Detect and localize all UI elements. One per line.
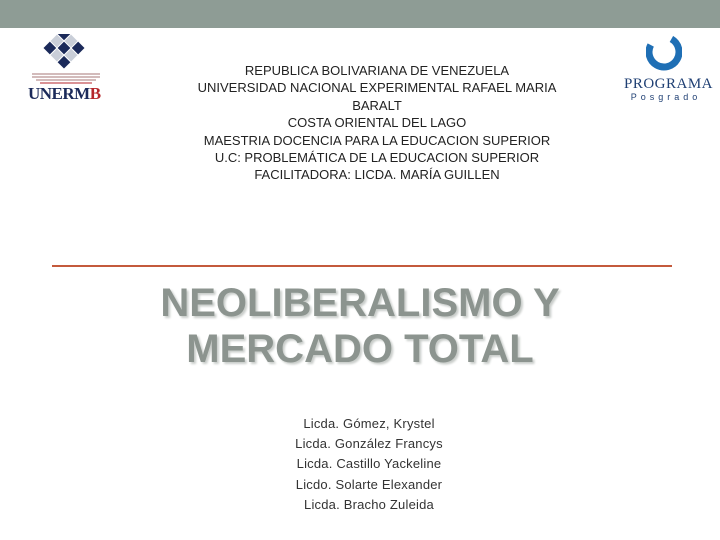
author-item: Licdo. Solarte Elexander xyxy=(295,476,443,492)
unermb-logo xyxy=(22,34,108,106)
title-divider xyxy=(52,265,672,267)
author-item: Licda. Gómez, Krystel xyxy=(303,416,435,431)
author-item: Licda. González Francys xyxy=(295,436,443,452)
posgrado-label: Posgrado xyxy=(630,92,702,102)
slide-title xyxy=(60,280,660,372)
unermb-brand-accent: B xyxy=(89,84,101,103)
author-item: Licda. Castillo Yackeline xyxy=(296,456,442,472)
header-line: UNIVERSIDAD NACIONAL EXPERIMENTAL RAFAEL MARIA xyxy=(197,80,557,96)
header-line: U.C: PROBLEMÁTICA DE LA EDUCACION SUPERIOR xyxy=(214,150,540,166)
header-line: REPUBLICA BOLIVARIANA DE VENEZUELA xyxy=(244,63,510,78)
title-line-1: NEOLIBERALISMO Y xyxy=(160,281,560,325)
institution-header xyxy=(160,62,594,184)
title-line-2: MERCADO TOTAL xyxy=(186,327,534,371)
unermb-emblem-icon xyxy=(38,34,90,72)
unermb-brand: UNERMB xyxy=(28,84,101,103)
header-line: FACILITADORA: LICDA. MARÍA GUILLEN xyxy=(254,167,500,183)
header-line: COSTA ORIENTAL DEL LAGO xyxy=(287,115,467,131)
authors-list xyxy=(240,414,498,515)
programa-label: PROGRAMA xyxy=(624,76,714,92)
programa-posgrado-logo xyxy=(618,32,714,106)
header-line: BARALT xyxy=(352,97,402,113)
top-bar xyxy=(0,0,720,28)
author-item: Licda. Bracho Zuleida xyxy=(304,496,434,512)
programa-ring-icon xyxy=(646,32,682,72)
header-line: MAESTRIA DOCENCIA PARA LA EDUCACION SUPERIOR xyxy=(203,132,551,148)
